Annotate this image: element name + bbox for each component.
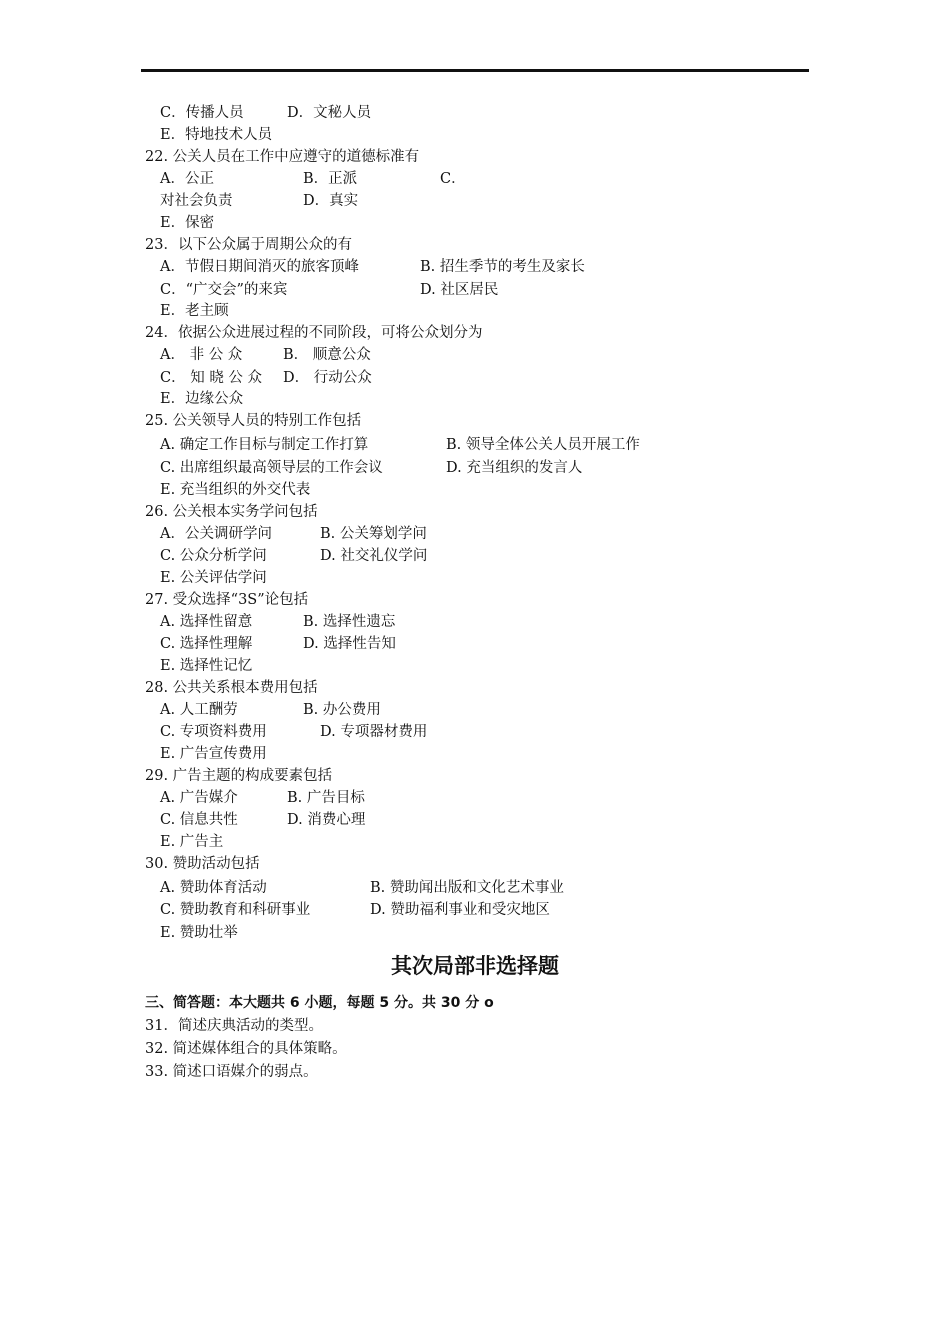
text-line: C．“广交会”的来宾 (160, 282, 288, 298)
text-line: A. 确定工作目标与制定工作打算 (160, 437, 369, 453)
text-line: 28. 公共关系根本费用包括 (145, 680, 318, 696)
text-line: C．传播人员 (160, 105, 244, 121)
text-line: E. 赞助壮举 (160, 925, 238, 941)
text-line: 27. 受众选择“3S”论包括 (145, 592, 309, 608)
text-line: C. 信息共性 (160, 812, 238, 828)
text-line: B. 领导全体公关人员开展工作 (446, 437, 640, 453)
text-line: D. 专项器材费用 (320, 724, 428, 740)
text-line: E. 充当组织的外交代表 (160, 482, 311, 498)
text-line: B. 广告目标 (287, 790, 365, 806)
text-line: E. 公关评估学问 (160, 570, 267, 586)
text-line: E. 广告宣传费用 (160, 746, 267, 762)
text-line: B． 顺意公众 (283, 347, 371, 363)
text-line: C. 出席组织最高领导层的工作会议 (160, 460, 383, 476)
text-line: D．真实 (303, 193, 359, 209)
text-line: A． 非 公 众 (160, 347, 243, 363)
text-line: A. 选择性留意 (160, 614, 253, 630)
text-line: A．节假日期间消灭的旅客顶峰 (160, 259, 359, 275)
text-line: B. 选择性遗忘 (303, 614, 396, 630)
text-line: E．特地技术人员 (160, 127, 273, 143)
text-line: B. 招生季节的考生及家长 (420, 259, 585, 275)
text-line: B．正派 (303, 171, 358, 187)
text-line: D. 选择性告知 (303, 636, 396, 652)
text-line: E．老主顾 (160, 303, 229, 319)
text-line: C． 知 晓 公 众 (160, 370, 263, 386)
text-line: D．文秘人员 (287, 105, 372, 121)
text-line: B. 赞助闻出版和文化艺术事业 (370, 880, 564, 896)
text-line: A. 赞助体育活动 (160, 880, 267, 896)
text-line: E. 广告主 (160, 834, 224, 850)
text-line: E．边缘公众 (160, 391, 244, 407)
text-line: D. 社交礼仪学问 (320, 548, 428, 564)
text-line: A. 广告媒介 (160, 790, 238, 806)
text-line: 30. 赞助活动包括 (145, 856, 260, 872)
text-line: B. 公关筹划学问 (320, 526, 427, 542)
text-line: B. 办公费用 (303, 702, 381, 718)
text-line: A. 人工酬劳 (160, 702, 238, 718)
question-31: 31．简述庆典活动的类型。 (145, 1018, 323, 1034)
text-line: D. 充当组织的发言人 (446, 460, 583, 476)
text-line: 24．依据公众进展过程的不同阶段，可将公众划分为 (145, 325, 483, 341)
section-heading: 其次局部非选择题 (391, 954, 559, 978)
question-32: 32. 简述媒体组合的具体策略。 (145, 1041, 347, 1057)
text-line: D. 赞助福利事业和受灾地区 (370, 902, 550, 918)
text-line: D. 社区居民 (420, 282, 499, 298)
text-line: 22. 公关人员在工作中应遵守的道德标准有 (145, 149, 420, 165)
text-line: 23．以下公众属于周期公众的有 (145, 237, 352, 253)
text-line: A．公正 (160, 171, 214, 187)
text-line: D. 消费心理 (287, 812, 366, 828)
question-33: 33. 简述口语媒介的弱点。 (145, 1064, 318, 1080)
text-line: E．保密 (160, 215, 215, 231)
text-line: 25. 公关领导人员的特别工作包括 (145, 413, 362, 429)
text-line: E. 选择性记忆 (160, 658, 253, 674)
text-line: C. 公众分析学问 (160, 548, 267, 564)
text-line: 29. 广告主题的构成要素包括 (145, 768, 333, 784)
part3-title: 三、简答题：本大题共 6 小题，每题 5 分。共 30 分 o (145, 995, 494, 1011)
text-line: C. 专项资料费用 (160, 724, 267, 740)
text-line: C． (440, 171, 466, 187)
header-rule (141, 69, 809, 72)
text-line: 对社会负责 (160, 193, 233, 209)
text-line: D． 行动公众 (283, 370, 372, 386)
text-line: C. 赞助教育和科研事业 (160, 902, 311, 918)
text-line: C. 选择性理解 (160, 636, 253, 652)
text-line: 26. 公关根本实务学问包括 (145, 504, 318, 520)
text-line: A．公关调研学问 (160, 526, 272, 542)
